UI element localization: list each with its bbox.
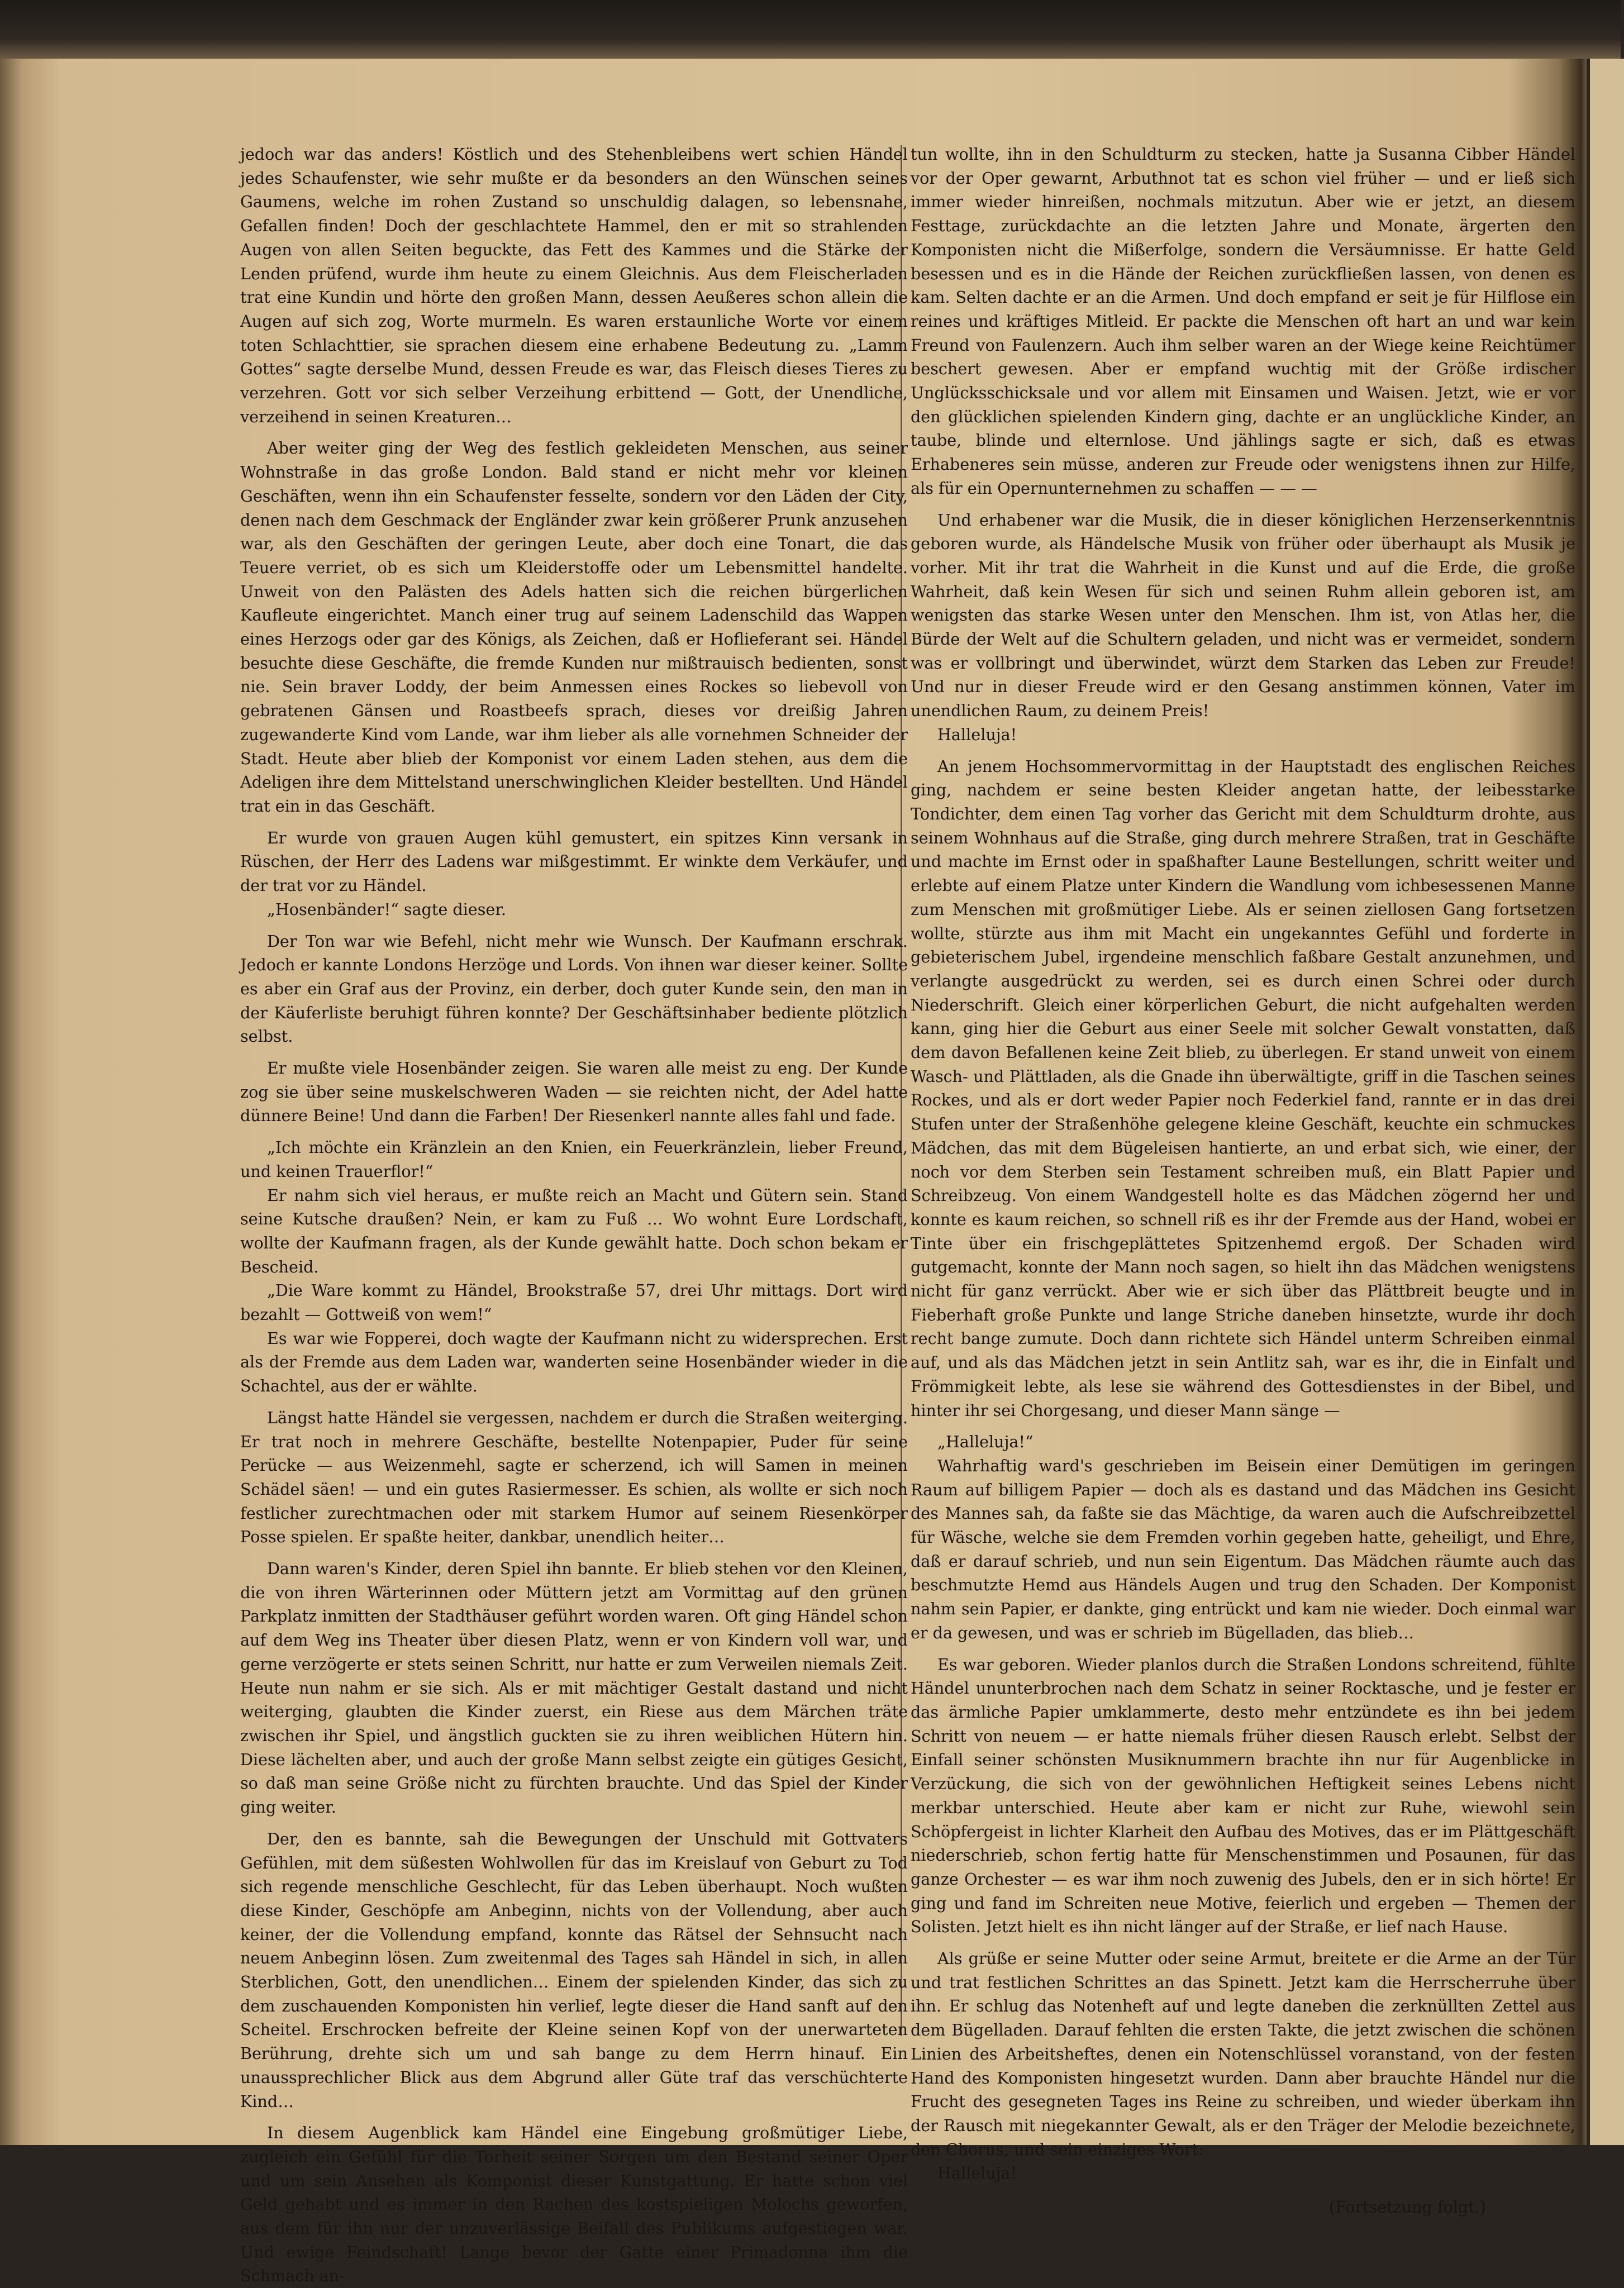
exclamation-halleluja: Halleluja!	[937, 2163, 1017, 2183]
paragraph: An jenem Hochsommervormittag in der Hauptstadt des englischen Reiches ging, nachdem er seine besten Kleider angetan hatte, der leibesstarke Tondichter, dem einen Tag vorher das Gericht mit dem Schuldturm drohte, aus seinem Wohnhaus auf die Straße, ging durch mehrere Straßen, trat in Geschäfte und machte im Ernst oder in spaßhafter Laune Bestellungen, schritt weiter und erlebte auf einem Platze unter Kindern die Wandlung vom ichbesessenen Manne zum Menschen mit großmütiger Liebe. Als er seinen ziellosen Gang fortsetzen wollte, stürzte aus ihm mit Macht ein ungekanntes Gefühl und forderte in gebieterischem Jubel, irgendeine menschlich faßbare Gestalt anzunehmen, und verlangte ausgedrückt zu werden, sei es durch einen Schrei oder durch Niederschrift. Gleich einer körperlichen Geburt, die nicht aufgehalten werden kann, ging hier die Geburt aus einer Seele mit solcher Gewalt vonstatten, daß dem davon Befallenen keine Zeit blieb, zu überlegen. Er stand unweit von einem Wasch- und Plättladen, als die Gnade ihn überwältigte, griff in die Taschen seines Rockes, und als er dort weder Papier noch Federkiel fand, rannte er in das drei Stufen unter der Straßenhöhe gelegene kleine Geschäft, keuchte ein schmuckes Mädchen, das mit dem Bügeleisen hantierte, an und erbat sich, wie einer, der noch vor dem Sterben sein Testament schreiben muß, ein Blatt Papier und Schreibzeug. Von einem Wandgestell holte es das Mädchen zögernd her und konnte es kaum reichen, so schnell riß es ihr der Fremde aus der Hand, wobei er Tinte über ein frischgeplättetes Spitzenhemd ergoß. Der Schaden wird gutgemacht, konnte der Mann noch sagen, so hielt ihn das Mädchen wenigstens nicht für ganz verrückt. Aber wie er sich über das Plättbreit beugte und in Fieberhaft große Punkte und lange Striche daneben hinsetzte, wurde ihr doch recht bange zumute. Doch dann richtete sich Händel unterm Schreiben einmal auf, und als das Mädchen jetzt in sein Antlitz sah, war es ihr, die in Einfalt und Frömmigkeit lebte, als lese sie während des Gottesdienstes in der Bibel, und hinter ihr sei Chorgesang, und dieser Mann sänge —	[911, 756, 1575, 1420]
paragraph: In diesem Augenblick kam Händel eine Eingebung großmütiger Liebe, zugleich ein Gefühl für die Torheit seiner Sorgen um den Bestand seiner Oper und um sein Ansehen als Komponist dieser Kunstgattung. Er hatte schon viel Geld gehabt und es immer in den Rachen des kostspieligen Molochs geworfen, aus dem für ihn nur der unzuverlässige Beifall des Publikums aufgestiegen war. Und ewige Feindschaft! Lange bevor der Gatte einer Primadonna ihm die Schmach an-	[240, 2123, 908, 2286]
paragraph: „Ich möchte ein Kränzlein an den Knien, ein Feuerkränzlein, lieber Freund, und keinen Trauerflor!“	[240, 1138, 908, 1181]
paragraph: Wahrhaftig ward's geschrieben im Beisein einer Demütigen im geringen Raum auf billigem Papier — doch als es dastand und das Mädchen ins Gesicht des Mannes sah, da faßte sie das Mächtige, da waren auch die Aufschreibzettel für Wäsche, welche sie dem Fremden vorhin gegeben hatte, geheiligt, und Ehre, daß er darauf schrieb, und nun sein Eigentum. Das Mädchen räumte auch das beschmutzte Hemd aus Händels Augen und trug den Schaden. Der Komponist nahm sein Papier, er dankte, ging entrückt und kam nie wieder. Doch einmal war er da gewesen, und was er schrieb im Bügelladen, das blieb…	[911, 1456, 1575, 1642]
paragraph: Dann waren's Kinder, deren Spiel ihn bannte. Er blieb stehen vor den Kleinen, die von ihren Wärterinnen oder Müttern jetzt am Vormittag auf den grünen Parkplatz inmitten der Stadthäuser geführt worden waren. Oft ging Händel schon auf dem Weg ins Theater über diesen Platz, wenn er von Kindern voll war, und gerne verzögerte er stets seinen Schritt, nur hatte er zum Verweilen niemals Zeit. Heute nun nahm er sie sich. Als er mit mächtiger Gestalt dastand und nicht weiterging, glaubten die Kinder zuerst, ein Riese aus dem Märchen träte zwischen ihr Spiel, und ängstlich guckten sie zu ihren weiblichen Hütern hin. Diese lächelten aber, und auch der große Mann selbst zeigte ein gütiges Gesicht, so daß man seine Größe nicht zu fürchten brauchte. Und das Spiel der Kinder ging weiter.	[240, 1559, 908, 1817]
continuation-note: (Fortsetzung folgt.)	[1328, 2198, 1486, 2217]
paragraph: Als grüße er seine Mutter oder seine Armut, breitete er die Arme an der Tür und trat festlichen Schrittes an das Spinett. Jetzt kam die Herrscherruhe über ihn. Er schlug das Notenheft auf und legte daneben die zerknüllten Zettel aus dem Bügelladen. Darauf fehlten die ersten Takte, die jetzt zwischen die schönen Linien des Arbeitsheftes, denen ein Notenschlüssel voranstand, von der festen Hand des Komponisten hingesetzt wurden. Dann aber brauchte Händel nur die Frucht des gesegneten Tages ins Reine zu schreiben, und wieder überkam ihn der Rausch mit niegekannter Gewalt, als er den Träger der Melodie bezeichnete, den Chorus, und sein einziges Wort:	[911, 1949, 1575, 2159]
paragraph: Der, den es bannte, sah die Bewegungen der Unschuld mit Gottvaters Gefühlen, mit dem süßesten Wohlwollen für das im Kreislauf von Geburt zu Tod sich regende menschliche Geschlecht, für das Leben überhaupt. Noch wußten diese Kinder, Geschöpfe am Anbeginn, nichts von der Vollendung, aber auch keiner, der die Vollendung empfand, konnte das Rätsel der Sehnsucht nach neuem Anbeginn lösen. Zum zweitenmal des Tages sah Händel in sich, in allen Sterblichen, Gott, den unendlichen… Einem der spielenden Kinder, das sich zu dem zuschauenden Komponisten hin verlief, legte dieser die Hand sanft auf den Scheitel. Erschrocken befreite der Kleine seinen Kopf von der unerwarteten Berührung, drehte sich um und sah bange zu dem Herrn hinauf. Ein unaussprechlicher Blick aus dem Abgrund aller Güte traf das verschüchterte Kind…	[240, 1829, 908, 2111]
paragraph: Aber weiter ging der Weg des festlich gekleideten Menschen, aus seiner Wohnstraße in das große London. Bald stand er nicht mehr vor kleinen Geschäften, wenn ihn ein Schaufenster fesselte, sondern vor den Läden der City, denen nach dem Geschmack der Engländer zwar kein größerer Prunk anzusehen war, als den Geschäften der geringen Leute, aber doch eine Tonart, die das Teuere verriet, ob es sich um Kleiderstoffe oder um Lebensmittel handelte. Unweit von den Palästen des Adels hatten sich die reichen bürgerlichen Kaufleute eingerichtet. Manch einer trug auf seinem Ladenschild das Wappen eines Herzogs oder gar des Königs, als Zeichen, daß er Hoflieferant sei. Händel besuchte diese Geschäfte, die fremde Kunden nur mißtrauisch bedienten, sonst nie. Sein braver Loddy, der beim Anmessen eines Rockes so liebevoll von gebratenen Gänsen und Roastbeefs sprach, dieses vor dreißig Jahren zugewanderte Kind vom Lande, war ihm lieber als alle vornehmen Schneider der Stadt. Heute aber blieb der Komponist vor einem Laden stehen, aus dem die Adeligen ihre dem Mittelstand unerschwinglichen Kleider bestellten. Und Händel trat ein in das Geschäft.	[240, 438, 908, 816]
scan-top-edge	[0, 0, 1621, 59]
left-column	[240, 142, 908, 2286]
paragraph: Es war wie Fopperei, doch wagte der Kaufmann nicht zu widersprechen. Erst als der Fremde aus dem Laden war, wanderten seine Hosenbänder wieder in die Schachtel, aus der er wählte.	[240, 1328, 908, 1396]
paragraph: Er mußte viele Hosenbänder zeigen. Sie waren alle meist zu eng. Der Kunde zog sie über seine muskelschweren Waden — sie reichten nicht, der Adel hatte dünnere Beine! Und dann die Farben! Der Riesenkerl nannte alles fahl und fade.	[240, 1059, 908, 1126]
paragraph: tun wollte, ihn in den Schuldturm zu stecken, hatte ja Susanna Cibber Händel vor der Oper gewarnt, Arbuthnot tat es schon viel früher — und er ließ sich immer wieder hinreißen, nochmals mitzutun. Aber wie er jetzt, an diesem Festtage, zurückdachte an die letzten Jahre und Monate, ärgerten den Komponisten nicht die Mißerfolge, sondern die Versäumnisse. Er hatte Geld besessen und es in die Hände der Reichen zurückfließen lassen, von denen es kam. Selten dachte er an die Armen. Und doch empfand er seit je für Hilflose ein reines und kräftiges Mitleid. Er packte die Menschen oft hart an und war kein Freund von Faulenzern. Auch ihm selber waren an der Wiege keine Reichtümer beschert gewesen. Aber er empfand wuchtig mit der Größe irdischer Unglücksschicksale und vor allem mit Einsamen und Waisen. Jetzt, wie er vor den glücklichen spielenden Kindern ging, dachte er an unglückliche Kinder, an taube, blinde und elternlose. Und jählings sagte er sich, daß es etwas Erhabeneres sein müsse, anderen zur Freude oder wenigstens ihnen zur Hilfe, als für ein Opernunternehmen zu schaffen — — —	[911, 145, 1575, 498]
paragraph: Er wurde von grauen Augen kühl gemustert, ein spitzes Kinn versank in Rüschen, der Herr des Ladens war mißgestimmt. Er winkte dem Verkäufer, und der trat vor zu Händel.	[240, 828, 908, 895]
right-column	[911, 142, 1575, 2217]
exclamation-halleluja: Halleluja!	[937, 724, 1017, 744]
paragraph: Es war geboren. Wieder planlos durch die Straßen Londons schreitend, fühlte Händel ununterbrochen nach dem Schatz in seiner Rocktasche, und je fester er das ärmliche Papier umklammerte, desto mehr entzündete es ihn bei jedem Schritt von neuem — er hatte niemals früher diesen Rausch erlebt. Selbst der Einfall seiner schönsten Musiknummern brachte ihn nur für Augenblicke in Verzückung, die sich von der gewöhnlichen Heftigkeit seines Lebens nicht merkbar unterschied. Heute aber kam er nicht zur Ruhe, wiewohl sein Schöpfergeist in lichter Klarheit den Aufbau des Motives, das er im Plättgeschäft niederschrieb, schon fertig hatte für Menschenstimmen und Posaunen, für das ganze Orchester — es war ihm noch zuwenig des Jubels, den er in sich hörte! Er ging und fand im Schreiten neue Motive, feierlich und ergeben — Themen der Solisten. Jetzt hielt es ihn nicht länger auf der Straße, er lief nach Hause.	[911, 1655, 1575, 1937]
adjacent-page-edge	[1587, 59, 1624, 2145]
paragraph: jedoch war das anders! Köstlich und des Stehenbleibens wert schien Händel jedes Schaufenster, wie sehr mußte er da besonders an den Wünschen seines Gaumens, welche im rohen Zustand so unschuldig dalagen, so lebensnahe, Gefallen finden! Doch der geschlachtete Hammel, den er mit so strahlenden Augen von allen Seiten beguckte, das Fett des Kammes und die Stärke der Lenden prüfend, wurde ihm heute zu einem Gleichnis. Aus dem Fleischerladen trat eine Kundin und hörte den großen Mann, dessen Aeußeres schon allein die Augen auf sich zog, Worte murmeln. Es waren erstaunliche Worte vor einem toten Schlachttier, sie sprachen diesem eine erhabene Bedeutung zu. „Lamm Gottes“ sagte derselbe Mund, dessen Freude es war, das Fleisch dieses Tieres zu verzehren. Gott vor sich selber Verzeihung erbittend — Gott, der Unendliche, verzeihend in seinen Kreaturen…	[240, 145, 908, 426]
paragraph: Der Ton war wie Befehl, nicht mehr wie Wunsch. Der Kaufmann erschrak. Jedoch er kannte Londons Herzöge und Lords. Von ihnen war dieser keiner. Sollte es aber ein Graf aus der Provinz, ein derber, doch guter Kunde sein, den man in der Käuferliste beruhigt führen konnte? Der Geschäftsinhaber bediente plötzlich selbst.	[240, 931, 908, 1046]
paragraph: Und erhabener war die Musik, die in dieser königlichen Herzenserkenntnis geboren wurde, als Händelsche Musik von früher oder überhaupt als Musik je vorher. Mit ihr trat die Wahrheit in die Kunst und auf die Erde, die große Wahrheit, daß kein Wesen für sich und seinen Ruhm allein geboren ist, am wenigsten das starke Wesen unter den Menschen. Ihm ist, von Atlas her, die Bürde der Welt auf die Schultern geladen, und nicht was er vermeidet, sondern was er vollbringt und überwindet, würzt dem Starken das Leben zur Freude! Und nur in dieser Freude wird er den Gesang anstimmen können, Vater im unendlichen Raum, zu deinem Preis!	[911, 510, 1575, 721]
exclamation-halleluja: „Halleluja!“	[937, 1432, 1034, 1452]
paragraph: „Hosenbänder!“ sagte dieser.	[267, 899, 506, 919]
paragraph: Er nahm sich viel heraus, er mußte reich an Macht und Gütern sein. Stand seine Kutsche draußen? Nein, er kam zu Fuß … Wo wohnt Eure Lordschaft, wollte der Kaufmann fragen, als der Kunde gewählt hatte. Doch schon bekam er Bescheid.	[240, 1185, 908, 1276]
paragraph: „Die Ware kommt zu Händel, Brookstraße 57, drei Uhr mittags. Dort wird bezahlt — Gottweiß von wem!“	[240, 1281, 908, 1324]
paragraph: Längst hatte Händel sie vergessen, nachdem er durch die Straßen weiterging. Er trat noch in mehrere Geschäfte, bestellte Notenpapier, Puder für seine Perücke — aus Weizenmehl, sagte er scherzend, ich will Samen in meinen Schädel säen! — und ein gutes Rasiermesser. Es schien, als wollte er sich noch festlicher zurechtmachen oder mit starkem Humor auf seinem Riesenkörper Posse spielen. Er spaßte heiter, dankbar, unendlich heiter…	[240, 1408, 908, 1547]
